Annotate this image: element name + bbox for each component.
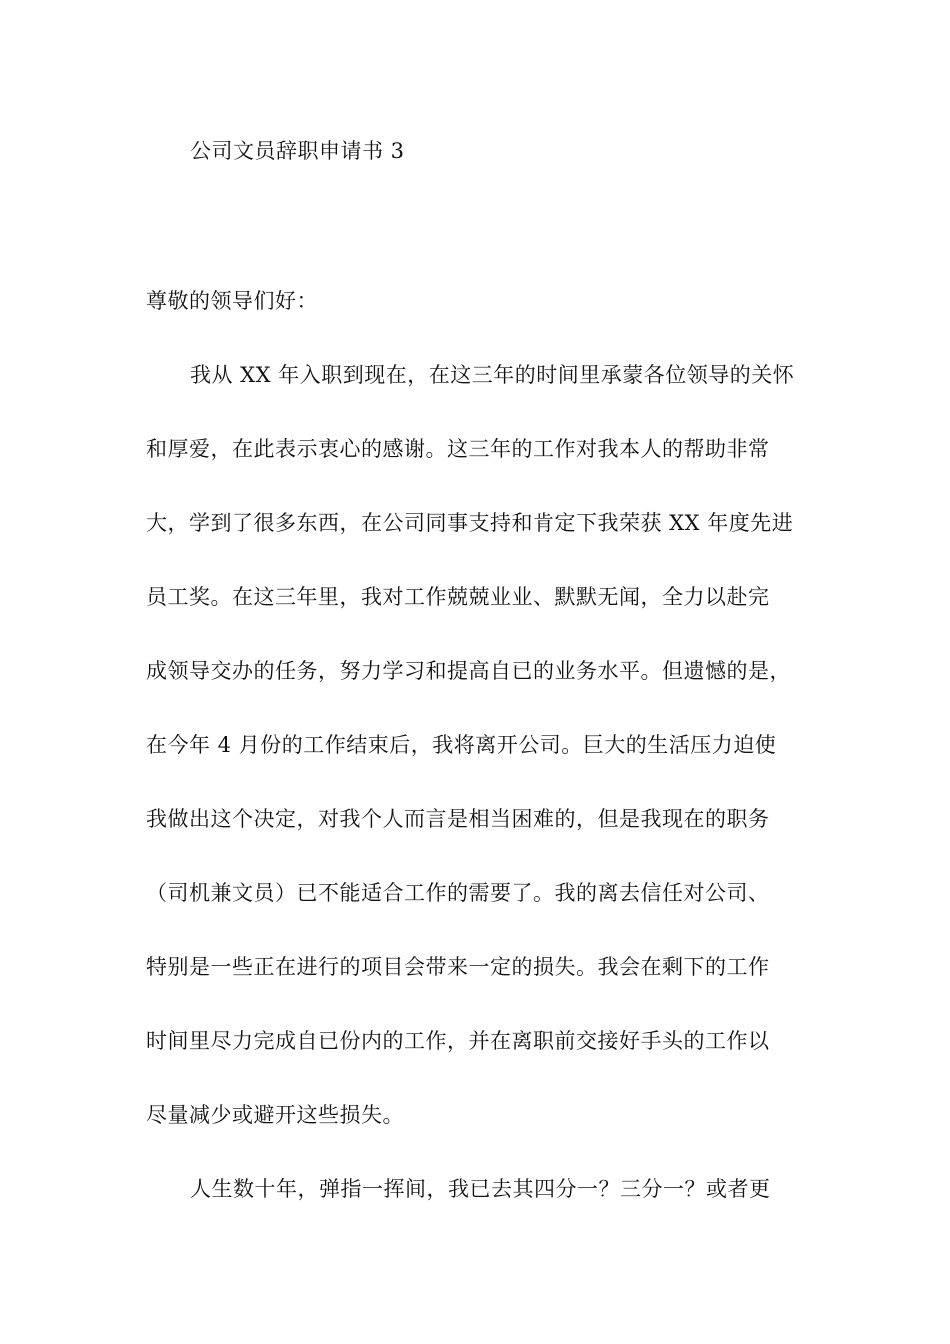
- paragraph-line: 在今年 4 月份的工作结束后，我将离开公司。巨大的生活压力迫使: [146, 733, 777, 757]
- paragraph-line: 和厚爱，在此表示衷心的感谢。这三年的工作对我本人的帮助非常: [146, 437, 770, 461]
- paragraph-line: 员工奖。在这三年里，我对工作兢兢业业、默默无闻，全力以赴完: [146, 585, 770, 609]
- paragraph-line: 尽量减少或避开这些损失。: [146, 1103, 404, 1127]
- paragraph-line: 特别是一些正在进行的项目会带来一定的损失。我会在剩下的工作: [146, 955, 770, 979]
- salutation: 尊敬的领导们好：: [146, 289, 318, 313]
- paragraph-line: （司机兼文员）已不能适合工作的需要了。我的离去信任对公司、: [146, 881, 770, 905]
- paragraph-line: 大，学到了很多东西，在公司同事支持和肯定下我荣获 XX 年度先进: [146, 511, 794, 535]
- paragraph-line: 成领导交办的任务，努力学习和提高自已的业务水平。但遗憾的是，: [146, 659, 791, 683]
- paragraph-line: 我从 XX 年入职到现在，在这三年的时间里承蒙各位领导的关怀: [190, 363, 795, 387]
- paragraph-line: 我做出这个决定，对我个人而言是相当困难的，但是我现在的职务: [146, 807, 770, 831]
- paragraph-line: 时间里尽力完成自已份内的工作，并在离职前交接好手头的工作以: [146, 1029, 770, 1053]
- document-title: 公司文员辞职申请书 3: [190, 139, 405, 163]
- paragraph-line: 人生数十年，弹指一挥间，我已去其四分一？三分一？或者更: [190, 1177, 771, 1201]
